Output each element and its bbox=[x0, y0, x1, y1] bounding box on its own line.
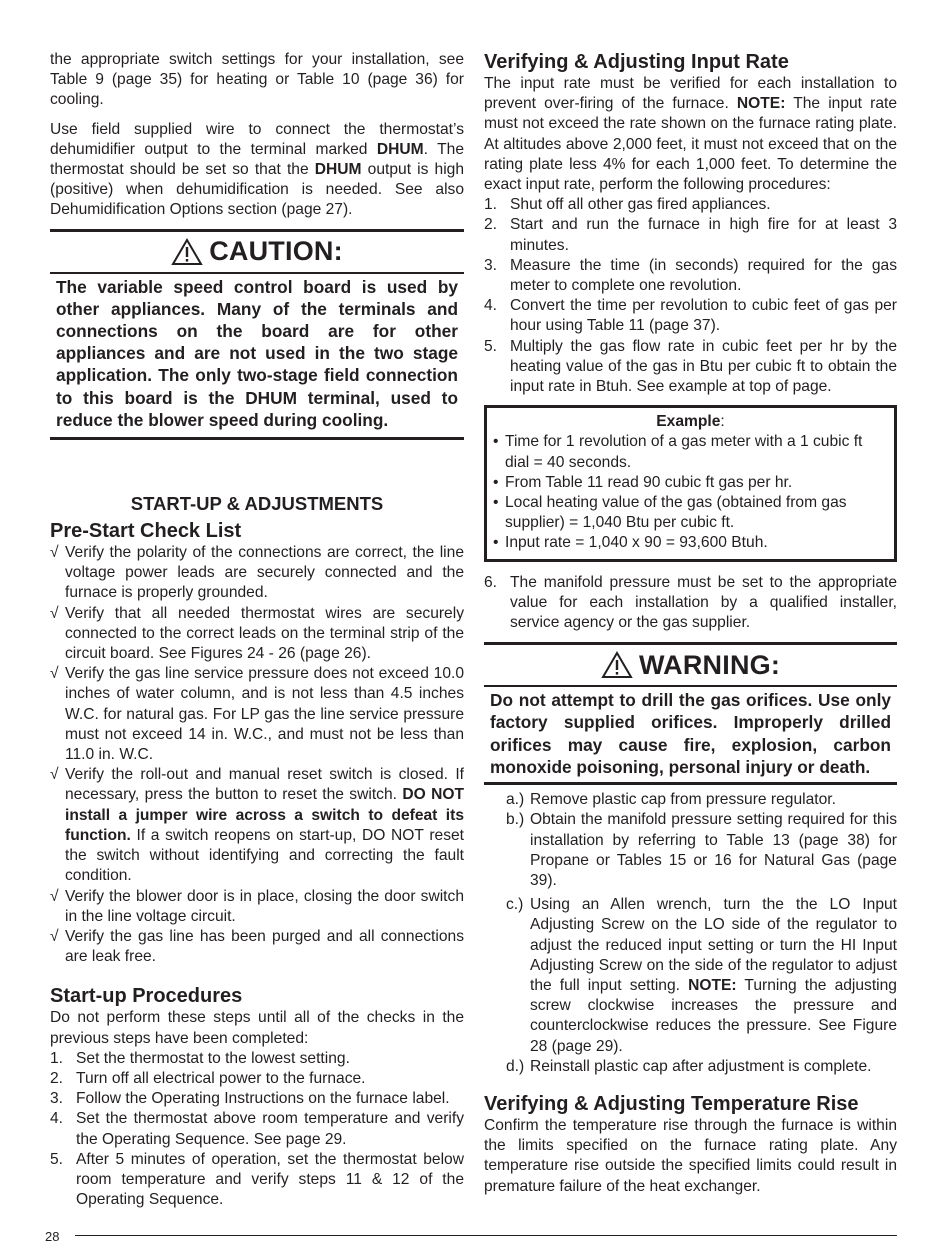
temp-rise-paragraph: Confirm the temperature rise through the furnace is within the limits specified on the furnace rating plate. Any temperature rise outside the specified limits could result in premature failure of the heat exchanger. bbox=[484, 1116, 897, 1195]
bullet-icon: • bbox=[493, 534, 499, 552]
warning-bottom-rule bbox=[484, 782, 897, 785]
startup-title: Start-up Procedures bbox=[50, 985, 243, 1008]
input-rate-step-6 bbox=[484, 573, 897, 634]
page-number: 28 bbox=[45, 1229, 60, 1244]
list-item: 1. Set the thermostat to the lowest setting. bbox=[50, 1049, 350, 1067]
caution-header bbox=[50, 232, 464, 272]
list-item: b.) Obtain the manifold pressure setting required for this installation by referring to Table 13 (page 38) for Propane or Tables 15 or 16 for Natural Gas (page 39). bbox=[506, 811, 897, 889]
warning-header bbox=[484, 645, 897, 685]
caution-text: The variable speed control board is used by other appliances. Many of the terminals and connections on the board are for other appliances and are not used in the two stage application. The only two-stage field connection to this board is the DHUM terminal, used to reduce the blower speed during cooling. bbox=[56, 276, 458, 430]
regulator-steps bbox=[484, 790, 897, 1077]
list-item: • Time for 1 revolution of a gas meter with a 1 cubic ft dial = 40 seconds. bbox=[493, 433, 863, 471]
list-item: 4. Set the thermostat above room temperature and verify the Operating Sequence. See page 29. bbox=[50, 1110, 464, 1148]
list-item: 5. After 5 minutes of operation, set the thermostat below room temperature and verify steps 11 & 12 of the Operating Sequence. bbox=[50, 1150, 464, 1209]
checkmark-icon: √ bbox=[50, 544, 59, 562]
section-title: START-UP & ADJUSTMENTS bbox=[130, 493, 384, 515]
list-item: • Local heating value of the gas (obtained from gas supplier) = 1,040 Btu per cubic ft. bbox=[493, 494, 847, 532]
startup-intro: Do not perform these steps until all of the checks in the previous steps have been completed: bbox=[50, 1009, 464, 1047]
check-item: √ Verify that all needed thermostat wires are securely connected to the correct leads on the terminal strip of the circuit board. See Figures 24 - 26 (page 26). bbox=[50, 604, 464, 663]
caution-box bbox=[50, 229, 464, 440]
check-item: √ Verify the blower door is in place, closing the door switch in the line voltage circuit. bbox=[50, 887, 464, 925]
intro-paragraph: the appropriate switch settings for your installation, see Table 9 (page 35) for heating or Table 10 (page 36) for cooling. bbox=[50, 51, 464, 109]
example-list bbox=[493, 432, 888, 553]
caution-title: CAUTION: bbox=[209, 236, 343, 267]
startup-steps bbox=[50, 1049, 464, 1211]
list-item: • From Table 11 read 90 cubic ft gas per hr. bbox=[493, 473, 888, 493]
check-item: √ Verify the roll-out and manual reset switch is closed. If necessary, press the button to reset the switch. DO NOT install a jumper wire across a switch to defeat its function. If a switch reopens on start-up, DO NOT reset the switch without identifying and correcting the fault condition. bbox=[50, 766, 464, 885]
checkmark-icon: √ bbox=[50, 604, 59, 622]
list-item: 4. Convert the time per revolution to cubic feet of gas per hour using Table 11 (page 37). bbox=[484, 297, 897, 335]
example-box bbox=[484, 405, 897, 561]
warning-text: Do not attempt to drill the gas orifices. Use only factory supplied orifices. Improperly drilled orifices may cause fire, explosion, carbon monoxide poisoning, personal injury or death. bbox=[490, 690, 891, 777]
list-item: 6. The manifold pressure must be set to the appropriate value for each installation by a qualified installer, service agency or the gas supplier. bbox=[484, 573, 897, 632]
list-item: a.) Remove plastic cap from pressure regulator. bbox=[506, 791, 836, 809]
prestart-checklist bbox=[50, 543, 464, 967]
list-item: 3. Follow the Operating Instructions on the furnace label. bbox=[50, 1090, 450, 1108]
check-item: √ Verify the polarity of the connections are correct, the line voltage power leads are securely connected and the furnace is properly grounded. bbox=[50, 544, 464, 602]
prestart-title: Pre-Start Check List bbox=[50, 520, 242, 543]
right-column bbox=[484, 50, 897, 1197]
checkmark-icon: √ bbox=[50, 927, 59, 945]
list-item: c.) Using an Allen wrench, turn the the LO Input Adjusting Screw on the LO side of the regulator to adjust the reduced input setting or turn the HI Input Adjusting Screw on the side of the regulator to adjust the full input setting. NOTE: Turning the adjusting screw clockwise increases the pressure and counterclockwise reduces the pressure. See Figure 28 (page 29). bbox=[506, 896, 897, 1055]
left-column bbox=[50, 50, 464, 1210]
bullet-icon: • bbox=[493, 473, 499, 491]
input-rate-paragraph: The input rate must be verified for each installation to prevent over-firing of the furnace. NOTE: The input rate must not exceed the rate shown on the furnace rating plate. At altitudes above 2,000 feet, it must not exceed that on the rating plate less 4% for each 1,000 feet. To determine the exact input rate, perform the following procedures: bbox=[484, 75, 897, 194]
bullet-icon: • bbox=[493, 433, 499, 451]
list-item: 5. Multiply the gas flow rate in cubic feet per hr by the heating value of the gas in Btu per cubic ft to obtain the input rate in Btuh. See example at top of page. bbox=[484, 337, 897, 396]
checkmark-icon: √ bbox=[50, 887, 59, 905]
check-item: √ Verify the gas line has been purged and all connections are leak free. bbox=[50, 927, 464, 966]
bullet-icon: • bbox=[493, 494, 499, 512]
footer-rule bbox=[75, 1235, 897, 1236]
temp-rise-title: Verifying & Adjusting Temperature Rise bbox=[484, 1092, 859, 1115]
dhum-paragraph: Use field supplied wire to connect the thermostat’s dehumidifier output to the terminal marked DHUM. The thermostat should be set so that the DHUM output is high (positive) when dehumidification is needed. See also Dehumidification Options section (page 27). bbox=[50, 120, 465, 219]
warning-title: WARNING: bbox=[638, 649, 781, 680]
input-rate-steps bbox=[484, 195, 897, 397]
list-item: • Input rate = 1,040 x 90 = 93,600 Btuh. bbox=[493, 533, 888, 553]
warning-triangle-icon bbox=[601, 651, 633, 679]
checkmark-icon: √ bbox=[50, 766, 59, 784]
list-item: 3. Measure the time (in seconds) required for the gas meter to complete one revolution. bbox=[484, 256, 897, 295]
check-item: √ Verify the gas line service pressure does not exceed 10.0 inches of water column, and is not less than 4.5 inches W.C. for natural gas. For LP gas the line service pressure must not exceed 14 in. W.C., and must not be less than 11.0 in. W.C. bbox=[50, 665, 464, 764]
example-title: Example: bbox=[656, 413, 725, 431]
input-rate-title: Verifying & Adjusting Input Rate bbox=[484, 51, 789, 73]
list-item: 2. Start and run the furnace in high fire for at least 3 minutes. bbox=[484, 216, 897, 254]
warning-box bbox=[484, 642, 897, 785]
warning-triangle-icon bbox=[171, 238, 203, 266]
list-item: 1. Shut off all other gas fired appliances. bbox=[484, 196, 771, 214]
list-item: d.) Reinstall plastic cap after adjustment is complete. bbox=[506, 1057, 872, 1075]
list-item: 2. Turn off all electrical power to the furnace. bbox=[50, 1069, 366, 1087]
checkmark-icon: √ bbox=[50, 665, 59, 683]
caution-bottom-rule bbox=[50, 437, 464, 440]
